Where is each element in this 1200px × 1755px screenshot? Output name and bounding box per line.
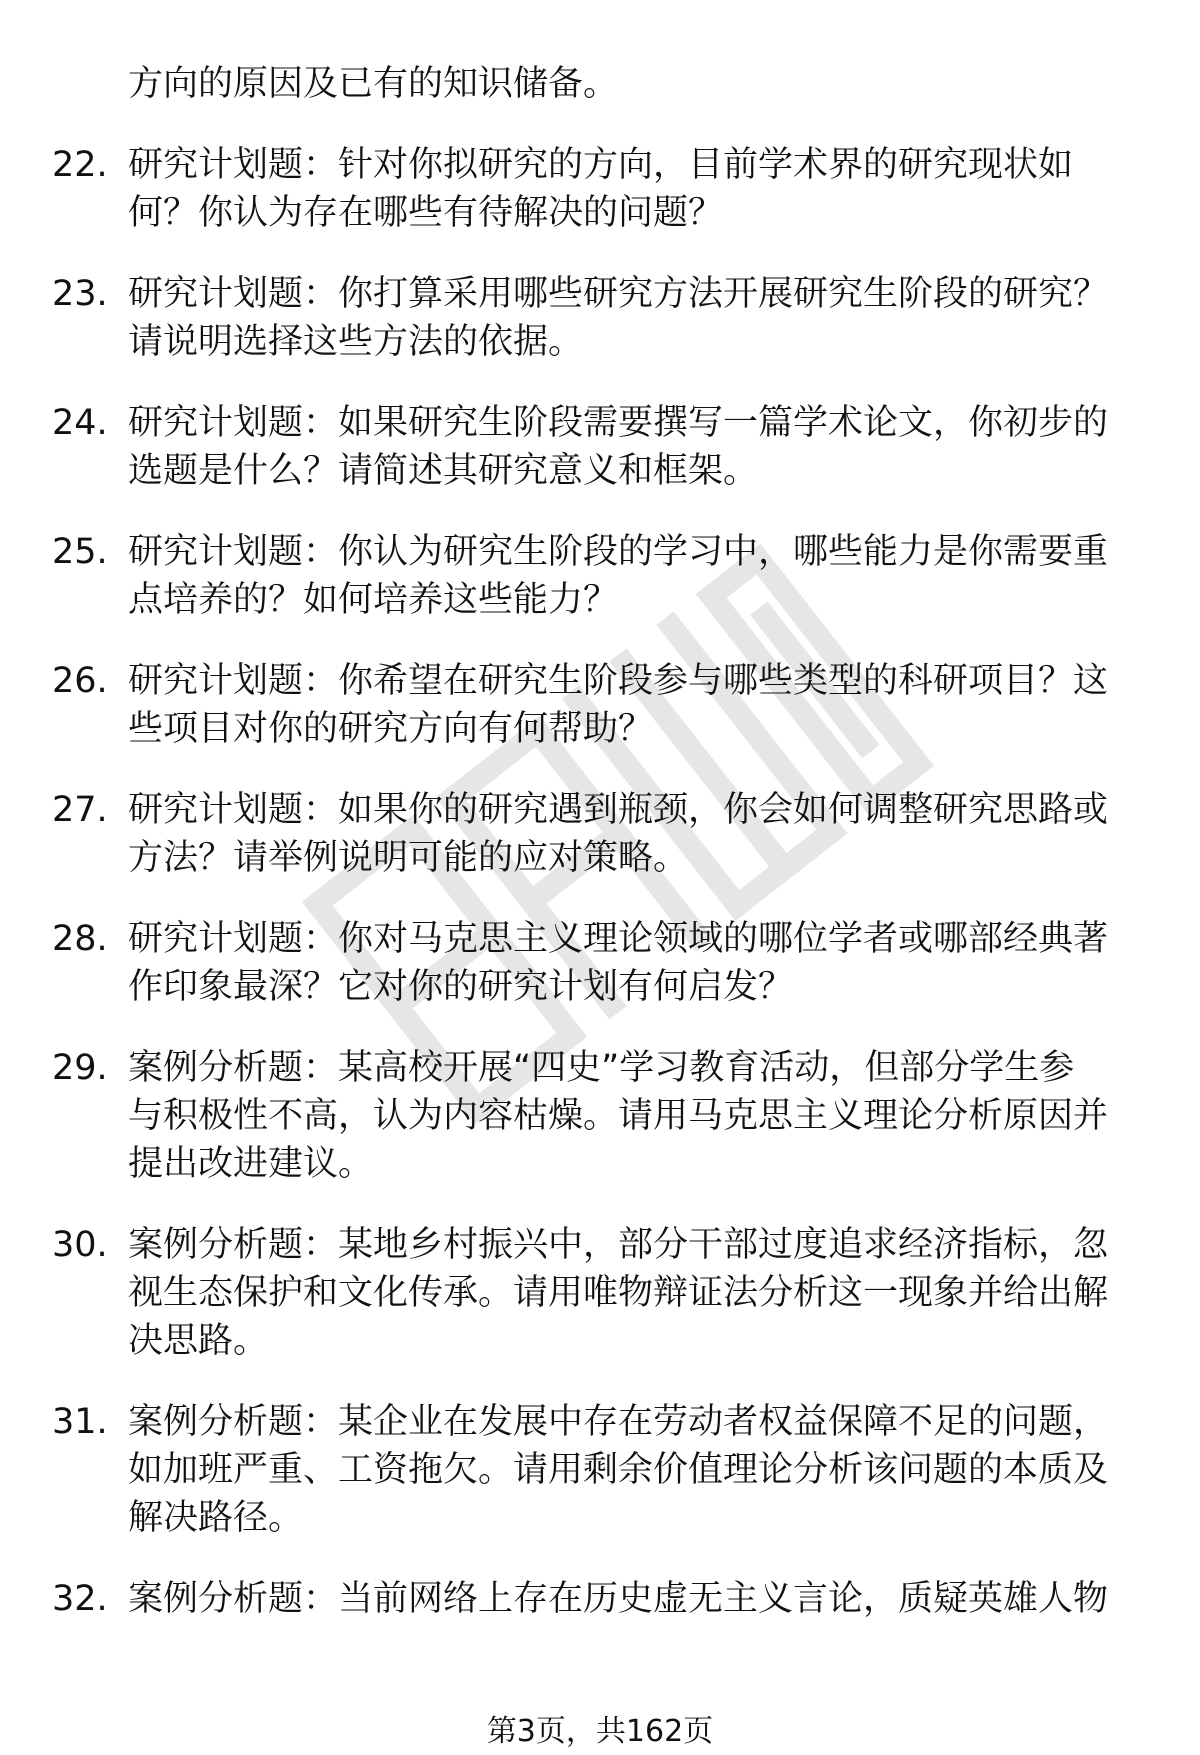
- question-number: 30.: [52, 1225, 108, 1265]
- question-text-line: 研究计划题：如果你的研究遇到瓶颈，你会如何调整研究思路或: [128, 790, 1109, 830]
- question-text-line: 案例分析题：某地乡村振兴中，部分干部过度追求经济指标，忽: [128, 1225, 1109, 1265]
- question-number: 29.: [52, 1048, 108, 1088]
- question-text-line: 研究计划题：如果研究生阶段需要撰写一篇学术论文，你初步的: [128, 403, 1109, 443]
- question-text-line: 视生态保护和文化传承。请用唯物辩证法分析这一现象并给出解: [128, 1273, 1109, 1313]
- question-number: 31.: [52, 1402, 108, 1442]
- question-text: [128, 141, 1148, 237]
- question-text-line: 研究计划题：针对你拟研究的方向，目前学术界的研究现状如: [128, 145, 1074, 185]
- question-text: [128, 1398, 1148, 1542]
- question-number: 23.: [52, 274, 108, 314]
- question-text-line: 请说明选择这些方法的依据。: [128, 322, 584, 362]
- question-text: [128, 399, 1148, 495]
- question-text-line: 些项目对你的研究方向有何帮助？: [128, 709, 654, 749]
- question-text-line: 提出改进建议。: [128, 1144, 374, 1184]
- page-footer: 第3页，共162页: [486, 1714, 714, 1749]
- question-text-line: 作印象最深？它对你的研究计划有何启发？: [128, 967, 794, 1007]
- question-number: 25.: [52, 532, 108, 572]
- question-text-line: 研究计划题：你希望在研究生阶段参与哪些类型的科研项目？这: [128, 661, 1109, 701]
- question-text-line: 案例分析题：当前网络上存在历史虚无主义言论，质疑英雄人物: [128, 1579, 1109, 1619]
- question-text-line: 点培养的？如何培养这些能力？: [128, 580, 619, 620]
- question-text: [128, 270, 1148, 366]
- question-text-line: 研究计划题：你打算采用哪些研究方法开展研究生阶段的研究？: [128, 274, 1109, 314]
- question-number: 27.: [52, 790, 108, 830]
- question-text-line: 研究计划题：你对马克思主义理论领域的哪位学者或哪部经典著: [128, 919, 1109, 959]
- question-text-line: 选题是什么？请简述其研究意义和框架。: [128, 451, 759, 491]
- question-number: 22.: [52, 145, 108, 185]
- question-number: 28.: [52, 919, 108, 959]
- question-text: [128, 1575, 1148, 1623]
- question-text-line: 何？你认为存在哪些有待解决的问题？: [128, 193, 724, 233]
- question-text-line: 案例分析题：某高校开展“四史”学习教育活动，但部分学生参: [128, 1048, 1075, 1088]
- question-text-line: 与积极性不高，认为内容枯燥。请用马克思主义理论分析原因并: [128, 1096, 1109, 1136]
- question-text: [128, 915, 1148, 1011]
- continuation-text: 方向的原因及已有的知识储备。: [128, 64, 619, 104]
- question-text-line: 案例分析题：某企业在发展中存在劳动者权益保障不足的问题，: [128, 1402, 1109, 1442]
- question-text: [128, 1044, 1148, 1188]
- question-text: [128, 786, 1148, 882]
- question-text: [128, 528, 1148, 624]
- question-number: 26.: [52, 661, 108, 701]
- question-text-line: 解决路径。: [128, 1498, 304, 1538]
- question-text: [128, 1221, 1148, 1365]
- question-text-line: 决思路。: [128, 1321, 269, 1361]
- question-number: 32.: [52, 1579, 108, 1619]
- question-text: [128, 657, 1148, 753]
- question-text-line: 如加班严重、工资拖欠。请用剩余价值理论分析该问题的本质及: [128, 1450, 1109, 1490]
- question-number: 24.: [52, 403, 108, 443]
- question-text-line: 研究计划题：你认为研究生阶段的学习中，哪些能力是你需要重: [128, 532, 1109, 572]
- question-text-line: 方法？请举例说明可能的应对策略。: [128, 838, 689, 878]
